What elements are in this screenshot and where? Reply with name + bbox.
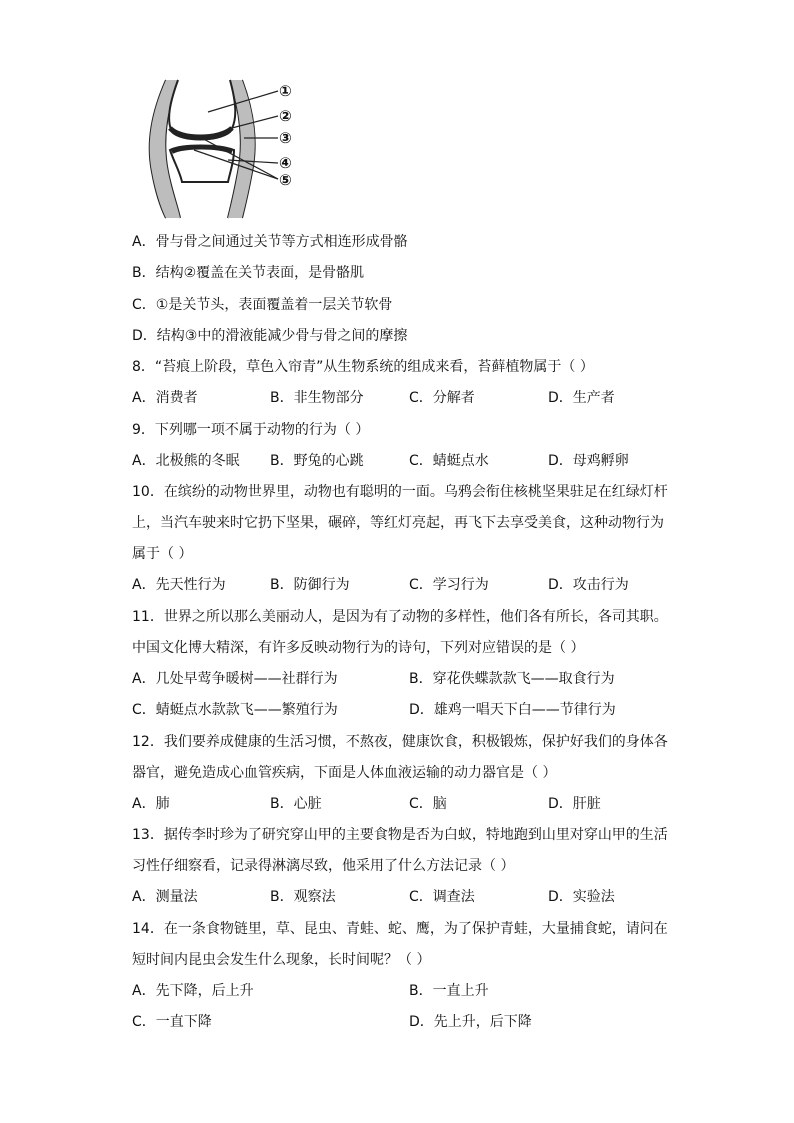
q7-option-b: B．结构②覆盖在关节表面，是骨骼肌 [132, 265, 365, 281]
q10-option-a: A．先天性行为 [132, 577, 226, 593]
q13-option-b: B．观察法 [270, 889, 336, 905]
q10-option-d: D．攻击行为 [548, 577, 629, 593]
q14-stem-line-2: 短时间内昆虫会发生什么现象，长时间呢？（ ） [132, 952, 431, 968]
label-3: ③ [279, 129, 292, 147]
label-1: ① [279, 82, 292, 100]
q10-stem-line-1: 10．在缤纷的动物世界里，动物也有聪明的一面。乌鸦会衔住核桃坚果驻足在红绿灯杆 [132, 484, 668, 500]
q8-option-b: B．非生物部分 [270, 390, 364, 406]
q14-option-c: C．一直下降 [132, 1014, 212, 1030]
q7-option-d: D．结构③中的滑液能减少骨与骨之间的摩擦 [132, 328, 408, 344]
q11-option-a: A．几处早莺争暖树——社群行为 [132, 671, 338, 687]
q12-stem-line-1: 12．我们要养成健康的生活习惯，不熬夜，健康饮食，积极锻炼，保护好我们的身体各 [132, 734, 668, 750]
q9-option-d: D．母鸡孵卵 [548, 453, 629, 469]
q10-option-b: B．防御行为 [270, 577, 350, 593]
q11-option-d: D．雄鸡一唱天下白——节律行为 [409, 702, 616, 718]
q9-option-a: A．北极熊的冬眠 [132, 453, 240, 469]
q10-stem-line-2: 上，当汽车驶来时它扔下坚果，碾碎，等红灯亮起，再飞下去享受美食，这种动物行为 [132, 515, 664, 531]
q13-option-c: C．调查法 [409, 889, 475, 905]
q7-option-a: A．骨与骨之间通过关节等方式相连形成骨骼 [132, 234, 408, 250]
q13-stem-line-1: 13．据传李时珍为了研究穿山甲的主要食物是否为白蚁，特地跑到山里对穿山甲的生活 [132, 827, 668, 843]
q11-stem-line-1: 11．世界之所以那么美丽动人，是因为有了动物的多样性，他们各有所长，各司其职。 [132, 609, 668, 625]
q8-option-c: C．分解者 [409, 390, 475, 406]
label-4: ④ [279, 154, 292, 172]
q11-stem-line-2: 中国文化博大精深，有许多反映动物行为的诗句，下列对应错误的是（ ） [132, 640, 585, 656]
q13-stem-line-2: 习性仔细察看，记录得淋漓尽致，他采用了什么方法记录（ ） [132, 858, 515, 874]
q12-option-a: A．肺 [132, 796, 170, 812]
q14-option-d: D．先上升，后下降 [409, 1014, 532, 1030]
q13-option-a: A．测量法 [132, 889, 198, 905]
label-2: ② [279, 107, 292, 125]
q14-option-b: B．一直上升 [409, 983, 489, 999]
q9-option-c: C．蜻蜓点水 [409, 453, 489, 469]
q14-stem-line-1: 14．在一条食物链里，草、昆虫、青蛙、蛇、鹰，为了保护青蛙，大量捕食蛇，请问在 [132, 921, 668, 937]
joint-diagram [138, 72, 306, 222]
label-5: ⑤ [279, 171, 292, 189]
q8-option-a: A．消费者 [132, 390, 198, 406]
q13-option-d: D．实验法 [548, 889, 615, 905]
q12-option-d: D．肝脏 [548, 796, 601, 812]
q7-option-c: C．①是关节头，表面覆盖着一层关节软骨 [132, 297, 393, 313]
q8-option-d: D．生产者 [548, 390, 615, 406]
q14-option-a: A．先下降，后上升 [132, 983, 254, 999]
q10-stem-line-3: 属于（ ） [132, 546, 193, 562]
q11-option-b: B．穿花佚蝶款款飞——取食行为 [409, 671, 615, 687]
q10-option-c: C．学习行为 [409, 577, 489, 593]
q12-option-b: B．心脏 [270, 796, 322, 812]
q12-option-c: C．脑 [409, 796, 447, 812]
q12-stem-line-2: 器官，避免造成心血管疾病，下面是人体血液运输的动力器官是（ ） [132, 765, 557, 781]
q11-option-c: C．蜻蜓点水款款飞——繁殖行为 [132, 702, 338, 718]
q9-stem: 9．下列哪一项不属于动物的行为（ ） [132, 422, 370, 438]
q8-stem: 8．“苔痕上阶段，草色入帘青”从生物系统的组成来看，苔藓植物属于（ ） [132, 359, 594, 375]
q9-option-b: B．野兔的心跳 [270, 453, 364, 469]
